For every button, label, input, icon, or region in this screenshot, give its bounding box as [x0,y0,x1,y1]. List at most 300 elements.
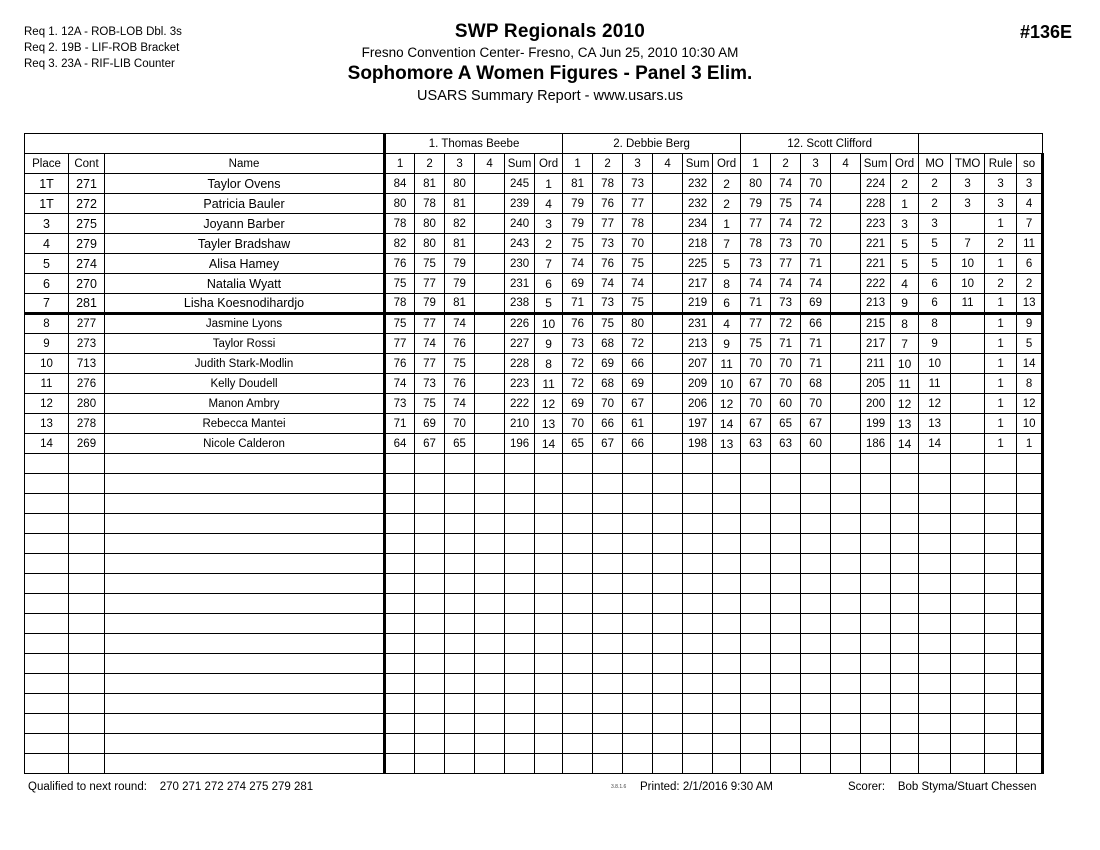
table-row-empty [25,554,1043,574]
row-p2-c2 [593,514,623,534]
row-p2-c2 [593,594,623,614]
row-j2-c4 [653,334,683,354]
row-rule: 2 [985,234,1017,254]
row-j2-c4 [653,314,683,334]
table-row-empty [25,694,1043,714]
row-p1-ord [535,554,563,574]
row-p2-c2 [593,714,623,734]
row-place [25,674,69,694]
row-tmo [951,374,985,394]
row-j2-c3: 67 [623,394,653,414]
row-p1-c3 [445,674,475,694]
row-p3-c3 [801,474,831,494]
row-p1-c2 [415,674,445,694]
row-j2-c4 [653,434,683,454]
row-cont [69,674,105,694]
row-so [1017,554,1043,574]
row-mo [919,754,951,774]
row-p2-c2 [593,474,623,494]
row-place [25,574,69,594]
row-cont [69,514,105,534]
row-p2-c3 [623,514,653,534]
row-p1-c5 [505,654,535,674]
row-j3-c2: 72 [771,314,801,334]
row-p1-ord [535,634,563,654]
row-j3-c1: 71 [741,294,771,314]
row-j1-c1: 80 [385,194,415,214]
row-j1-c1: 75 [385,314,415,334]
row-p2-c3 [623,754,653,774]
row-j2-c2: 75 [593,314,623,334]
row-tmo [951,654,985,674]
row-j3-c2: 60 [771,394,801,414]
row-cont: 275 [69,214,105,234]
row-j2-ord: 8 [713,274,741,294]
row-j3-ord: 5 [891,234,919,254]
row-j2-c5: 225 [683,254,713,274]
row-p3-ord [891,654,919,674]
row-place [25,514,69,534]
row-j1-c2: 73 [415,374,445,394]
row-p3-c4 [831,554,861,574]
row-tmo [951,674,985,694]
row-rule: 1 [985,314,1017,334]
row-p2-c2 [593,454,623,474]
row-name: Taylor Rossi [105,334,385,354]
row-p3-c5 [861,714,891,734]
row-j1-ord: 1 [535,174,563,194]
row-name [105,674,385,694]
row-rule [985,674,1017,694]
row-p1-c1 [385,734,415,754]
row-p1-c4 [475,614,505,634]
row-j3-c5: 205 [861,374,891,394]
row-p2-c1 [563,654,593,674]
row-p1-c3 [445,574,475,594]
row-j1-c3: 82 [445,214,475,234]
row-j3-c1: 73 [741,254,771,274]
row-rule: 1 [985,354,1017,374]
row-p1-c4 [475,594,505,614]
row-p3-c2 [771,554,801,574]
row-cont [69,614,105,634]
row-p3-ord [891,734,919,754]
row-p1-c1 [385,514,415,534]
row-mo: 6 [919,274,951,294]
row-p2-c5 [683,474,713,494]
row-j3-c1: 77 [741,214,771,234]
row-cont [69,454,105,474]
row-j3-c5: 217 [861,334,891,354]
row-p3-c2 [771,594,801,614]
row-j1-c4 [475,334,505,354]
judge-banner-row [25,134,1043,154]
row-rule [985,714,1017,734]
row-p1-c1 [385,694,415,714]
row-name [105,614,385,634]
row-j3-c2: 75 [771,194,801,214]
row-so: 5 [1017,334,1043,354]
row-j1-c5: 240 [505,214,535,234]
row-j3-c4 [831,314,861,334]
row-j3-c1: 70 [741,354,771,374]
row-j3-c1: 74 [741,274,771,294]
row-mo [919,694,951,714]
row-j2-c1: 74 [563,254,593,274]
row-j2-c2: 70 [593,394,623,414]
row-p3-c1 [741,634,771,654]
row-j2-c5: 232 [683,194,713,214]
row-p2-ord [713,494,741,514]
row-j3-c5: 224 [861,174,891,194]
row-j1-ord: 8 [535,354,563,374]
table-row-empty [25,734,1043,754]
row-place [25,694,69,714]
row-p2-c5 [683,694,713,714]
row-p2-c4 [653,654,683,674]
col-header-rule: Rule [985,154,1017,174]
row-j2-c4 [653,374,683,394]
row-mo: 8 [919,314,951,334]
row-rule [985,454,1017,474]
row-p2-c4 [653,754,683,774]
row-name [105,574,385,594]
row-p1-ord [535,574,563,594]
row-j2-ord: 2 [713,174,741,194]
row-p1-c2 [415,474,445,494]
row-p1-c2 [415,574,445,594]
row-p2-ord [713,674,741,694]
row-name [105,754,385,774]
row-cont [69,534,105,554]
row-p2-c5 [683,734,713,754]
row-place [25,554,69,574]
row-p2-c3 [623,694,653,714]
row-j2-ord: 14 [713,414,741,434]
row-name: Judith Stark-Modlin [105,354,385,374]
row-j3-c1: 67 [741,374,771,394]
row-p3-c4 [831,674,861,694]
row-p1-c5 [505,694,535,714]
row-so: 8 [1017,374,1043,394]
row-j3-c3: 71 [801,254,831,274]
row-so: 11 [1017,234,1043,254]
row-p1-c1 [385,674,415,694]
row-j2-c3: 69 [623,374,653,394]
row-p1-c5 [505,494,535,514]
row-j1-c4 [475,174,505,194]
row-p1-c3 [445,614,475,634]
row-p1-c5 [505,634,535,654]
row-p1-c5 [505,574,535,594]
col-header-p2-ord: Ord [713,154,741,174]
row-j1-ord: 14 [535,434,563,454]
row-p2-c1 [563,454,593,474]
row-p3-c5 [861,594,891,614]
row-mo: 14 [919,434,951,454]
row-j2-c3: 66 [623,434,653,454]
row-j2-c4 [653,174,683,194]
row-p2-c3 [623,454,653,474]
row-j1-c5: 231 [505,274,535,294]
row-p1-ord [535,474,563,494]
row-p3-c4 [831,634,861,654]
row-p1-c5 [505,614,535,634]
col-header-p3-fig1: 1 [741,154,771,174]
row-tmo [951,394,985,414]
row-p1-c1 [385,714,415,734]
row-j1-c4 [475,434,505,454]
row-p2-c2 [593,754,623,774]
row-p3-c4 [831,754,861,774]
row-so [1017,454,1043,474]
row-rule: 1 [985,434,1017,454]
row-j3-ord: 2 [891,174,919,194]
row-mo: 5 [919,254,951,274]
row-p2-ord [713,514,741,534]
row-name [105,554,385,574]
row-so [1017,594,1043,614]
row-j2-c5: 217 [683,274,713,294]
row-tmo [951,734,985,754]
row-p3-c3 [801,734,831,754]
row-j3-c2: 74 [771,214,801,234]
row-name [105,494,385,514]
row-name [105,654,385,674]
row-p2-c4 [653,734,683,754]
row-j3-c5: 223 [861,214,891,234]
row-j3-c3: 71 [801,354,831,374]
row-cont [69,714,105,734]
row-p1-c5 [505,594,535,614]
row-p3-c5 [861,734,891,754]
scorer-line [848,781,1037,793]
row-p1-c3 [445,534,475,554]
row-rule: 1 [985,334,1017,354]
table-row [25,274,1043,294]
table-row-empty [25,514,1043,534]
row-p2-c2 [593,654,623,674]
row-p1-c5 [505,734,535,754]
row-p1-ord [535,614,563,634]
row-j1-c5: 238 [505,294,535,314]
row-mo [919,514,951,534]
row-j2-c1: 79 [563,194,593,214]
row-mo [919,634,951,654]
row-p1-ord [535,694,563,714]
judge-banner-spacer [25,134,385,154]
row-mo: 6 [919,294,951,314]
row-rule [985,754,1017,774]
row-j2-ord: 4 [713,314,741,334]
row-j3-c4 [831,374,861,394]
row-j3-c4 [831,334,861,354]
row-p3-ord [891,594,919,614]
row-rule [985,634,1017,654]
row-p1-ord [535,654,563,674]
row-p3-c3 [801,654,831,674]
row-p2-c1 [563,634,593,654]
row-p1-c5 [505,514,535,534]
row-p2-c3 [623,634,653,654]
row-p2-ord [713,454,741,474]
row-p1-c5 [505,674,535,694]
row-p1-c5 [505,754,535,774]
row-j3-ord: 10 [891,354,919,374]
row-j1-c3: 80 [445,174,475,194]
row-place [25,494,69,514]
venue-line: Fresno Convention Center- Fresno, CA Jun 25, 2010 10:30 AM [361,45,739,60]
row-p3-c3 [801,694,831,714]
row-name: Natalia Wyatt [105,274,385,294]
row-cont: 272 [69,194,105,214]
row-p3-c1 [741,514,771,534]
row-p3-c2 [771,634,801,654]
row-j3-c3: 71 [801,334,831,354]
row-j3-c5: 186 [861,434,891,454]
row-tmo: 3 [951,194,985,214]
row-tmo [951,614,985,634]
printed-stamp: Printed: 2/1/2016 9:30 AM [640,781,773,793]
row-p2-ord [713,554,741,574]
row-p1-c3 [445,454,475,474]
row-so: 10 [1017,414,1043,434]
row-j2-c1: 72 [563,374,593,394]
row-p2-c2 [593,614,623,634]
table-row [25,354,1043,374]
row-p3-c3 [801,494,831,514]
row-p3-c4 [831,454,861,474]
row-place: 6 [25,274,69,294]
row-p1-c5 [505,714,535,734]
row-place: 3 [25,214,69,234]
row-p2-c4 [653,694,683,714]
row-cont [69,734,105,754]
row-p3-c5 [861,694,891,714]
row-j2-c5: 207 [683,354,713,374]
row-p1-c3 [445,654,475,674]
row-j1-c1: 75 [385,274,415,294]
row-j3-ord: 5 [891,254,919,274]
row-j2-c2: 76 [593,254,623,274]
row-p1-c5 [505,554,535,574]
row-rule: 3 [985,174,1017,194]
row-p1-c4 [475,494,505,514]
row-j2-c4 [653,254,683,274]
qualified-line [28,781,313,793]
col-header-p2-fig4: 4 [653,154,683,174]
row-place [25,714,69,734]
row-p1-c2 [415,654,445,674]
row-p1-c1 [385,634,415,654]
row-j3-c3: 68 [801,374,831,394]
row-p2-c5 [683,554,713,574]
row-rule [985,734,1017,754]
row-p3-c4 [831,694,861,714]
row-place: 1T [25,174,69,194]
version-stamp: 3.8.1.6 [611,784,627,790]
row-j1-c3: 79 [445,274,475,294]
row-cont [69,654,105,674]
row-p2-c3 [623,654,653,674]
col-header-p3-ord: Ord [891,154,919,174]
row-j3-ord: 13 [891,414,919,434]
row-j2-c5: 219 [683,294,713,314]
row-mo: 5 [919,234,951,254]
row-p2-c3 [623,574,653,594]
row-p2-c4 [653,454,683,474]
row-p1-c5 [505,454,535,474]
row-j1-c5: 222 [505,394,535,414]
row-name: Rebecca Mantei [105,414,385,434]
row-so [1017,574,1043,594]
row-p1-ord [535,594,563,614]
row-mo: 13 [919,414,951,434]
row-rule [985,614,1017,634]
row-cont [69,494,105,514]
table-row-empty [25,574,1043,594]
row-p1-ord [535,534,563,554]
row-p2-c1 [563,474,593,494]
row-j2-c5: 213 [683,334,713,354]
row-p1-c3 [445,694,475,714]
title-block [0,20,1100,107]
row-p2-c4 [653,674,683,694]
row-p1-c3 [445,734,475,754]
col-header-p3-sum: Sum [861,154,891,174]
row-p3-c1 [741,734,771,754]
row-j1-c3: 76 [445,374,475,394]
row-j3-c3: 70 [801,234,831,254]
row-mo: 3 [919,214,951,234]
row-p3-c2 [771,714,801,734]
row-p3-ord [891,754,919,774]
table-row-empty [25,674,1043,694]
row-place: 9 [25,334,69,354]
row-tmo [951,694,985,714]
row-mo: 2 [919,194,951,214]
row-j2-c3: 78 [623,214,653,234]
row-p1-c4 [475,514,505,534]
row-j2-ord: 1 [713,214,741,234]
row-p3-c1 [741,614,771,634]
row-j1-c3: 81 [445,234,475,254]
row-cont [69,754,105,774]
row-so [1017,734,1043,754]
row-j2-c2: 78 [593,174,623,194]
row-tmo [951,754,985,774]
row-j1-c5: 245 [505,174,535,194]
row-p2-c5 [683,634,713,654]
row-p2-c5 [683,574,713,594]
row-j2-c1: 81 [563,174,593,194]
row-mo [919,534,951,554]
row-j2-c4 [653,414,683,434]
row-p1-c1 [385,614,415,634]
row-j1-c3: 76 [445,334,475,354]
row-p3-c5 [861,634,891,654]
row-tmo [951,714,985,734]
row-j3-c1: 63 [741,434,771,454]
row-j2-c5: 232 [683,174,713,194]
row-name [105,734,385,754]
row-j1-c5: 210 [505,414,535,434]
row-p1-c4 [475,674,505,694]
row-p2-c2 [593,534,623,554]
row-p1-c1 [385,594,415,614]
row-j1-c3: 74 [445,314,475,334]
row-p3-ord [891,694,919,714]
